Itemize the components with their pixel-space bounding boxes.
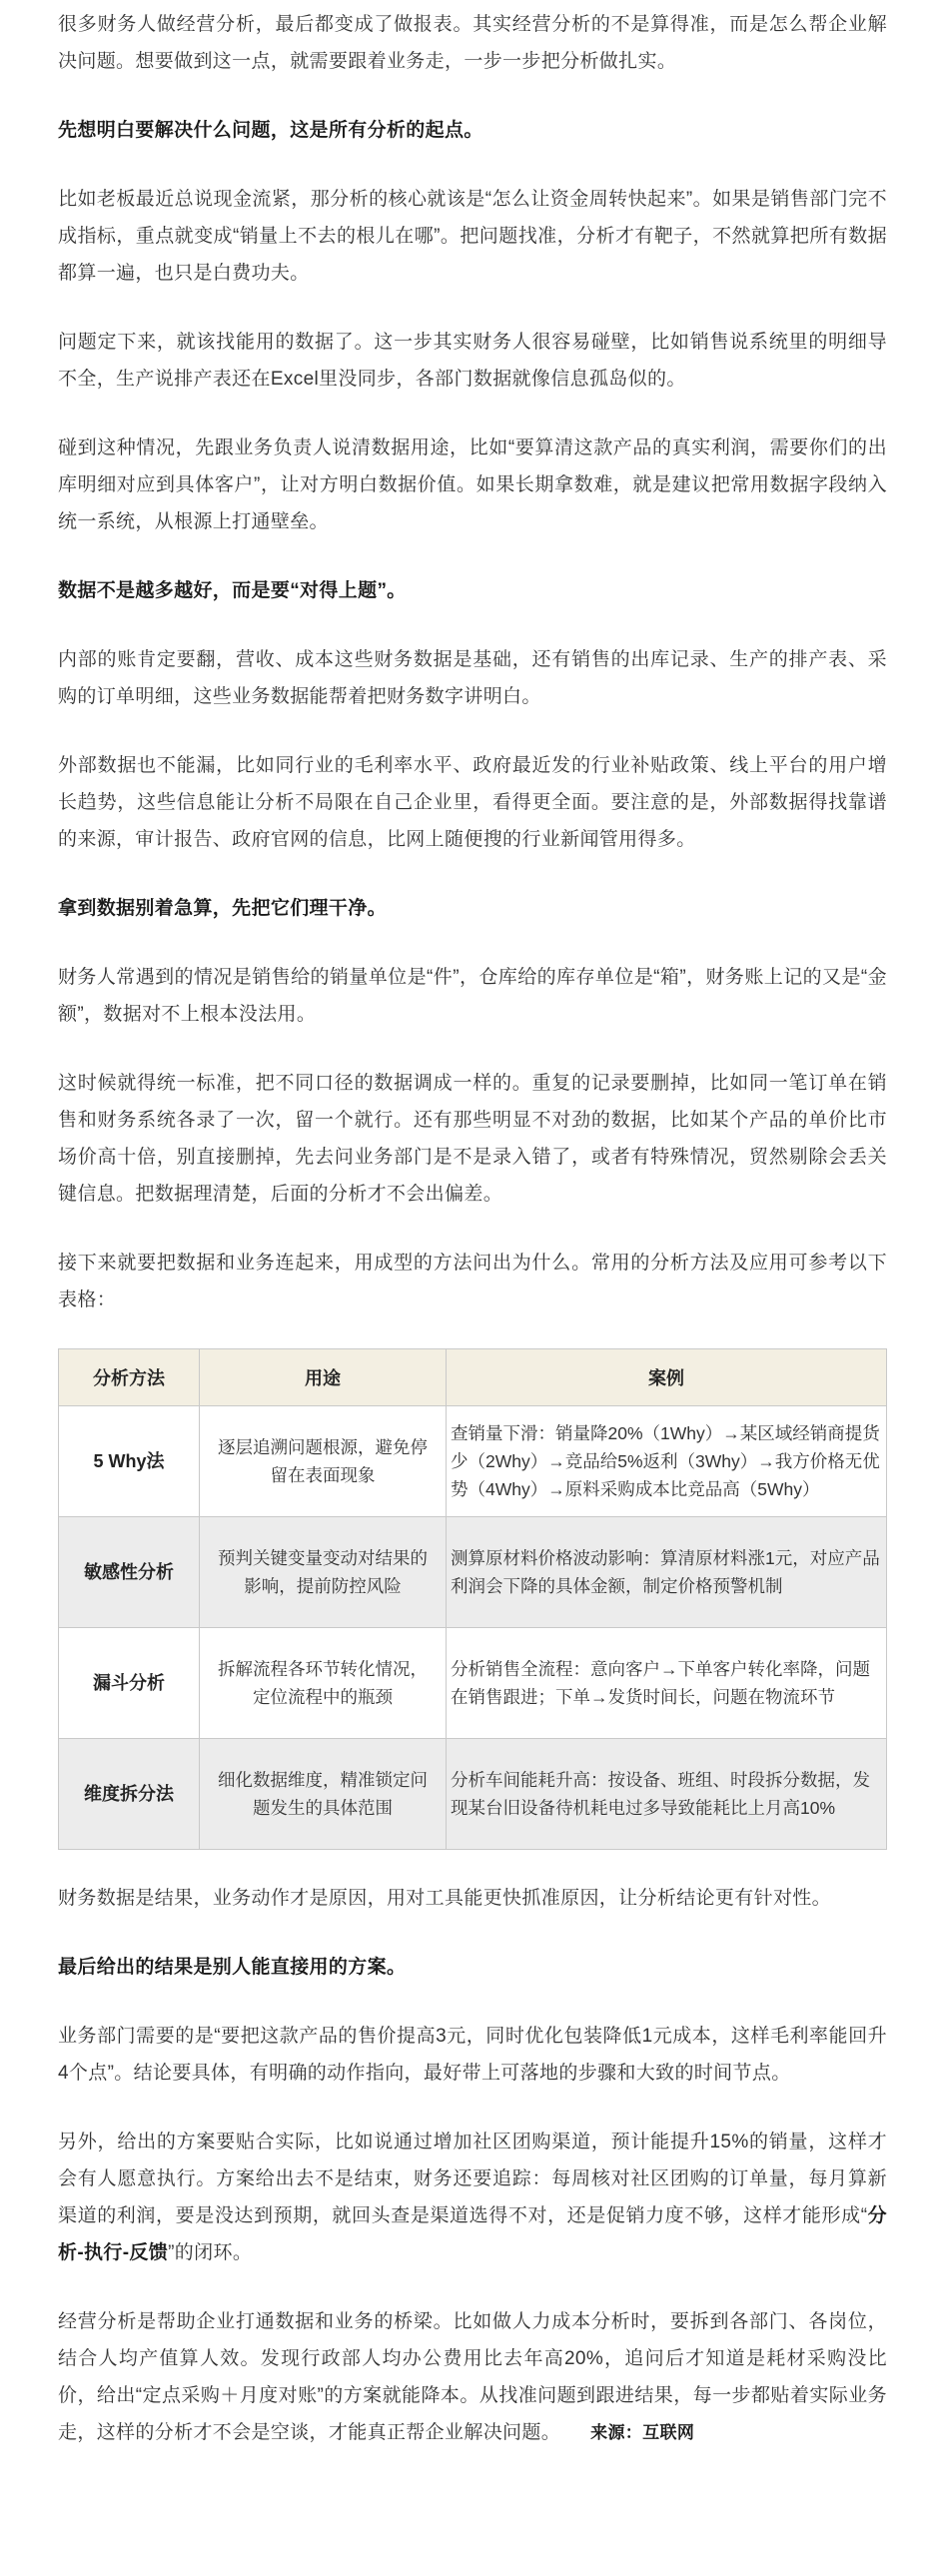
header-case: 案例 bbox=[447, 1349, 887, 1406]
method-use: 逐层追溯问题根源，避免停留在表面现象 bbox=[200, 1406, 447, 1517]
feedback-loop-bold: 分析-执行-反馈 bbox=[58, 2205, 887, 2263]
header-use: 用途 bbox=[200, 1349, 447, 1406]
paragraph-internal-data: 内部的账肯定要翻，营收、成本这些财务数据是基础，还有销售的出库记录、生产的排产表、采购的订单明细，这些业务数据能帮着把财务数字讲明白。 bbox=[58, 649, 887, 707]
method-name: 漏斗分析 bbox=[59, 1628, 200, 1739]
method-use: 预判关键变量变动对结果的影响，提前防控风险 bbox=[200, 1517, 447, 1628]
table-row bbox=[59, 1406, 887, 1517]
feedback-text-end: ”的闭环。 bbox=[168, 2242, 253, 2263]
table-row bbox=[59, 1517, 887, 1628]
paragraph-data-is-result: 财务数据是结果，业务动作才是原因，用对工具能更快抓准原因，让分析结论更有针对性。 bbox=[58, 1888, 832, 1909]
paragraph-specific-conclusion: 业务部门需要的是“要把这款产品的售价提高3元，同时优化包装降低1元成本，这样毛利率能回升4个点”。结论要具体，有明确的动作指向，最好带上可落地的步骤和大致的时间节点。 bbox=[58, 2026, 887, 2084]
paragraph-methods-intro: 接下来就要把数据和业务连起来，用成型的方法问出为什么。常用的分析方法及应用可参考以下表格： bbox=[58, 1253, 887, 1310]
header-method: 分析方法 bbox=[59, 1349, 200, 1406]
paragraph-data-access: 碰到这种情况，先跟业务负责人说清数据用途，比如“要算清这款产品的真实利润，需要你们的出库明细对应到具体客户”，让对方明白数据价值。如果长期拿数难，就是建议把常用数据字段纳入统一系统，从根源上打通壁垒。 bbox=[58, 437, 887, 532]
heading-define-problem: 先想明白要解决什么问题，这是所有分析的起点。 bbox=[58, 120, 483, 141]
paragraph-intro: 很多财务人做经营分析，最后都变成了做报表。其实经营分析的不是算得准，而是怎么帮企业解决问题。想要做到这一点，就需要跟着业务走，一步一步把分析做扎实。 bbox=[58, 14, 887, 72]
heading-clean-data: 拿到数据别着急算，先把它们理干净。 bbox=[58, 898, 387, 919]
heading-actionable-plan: 最后给出的结果是别人能直接用的方案。 bbox=[58, 1957, 407, 1978]
method-name: 5 Why法 bbox=[59, 1406, 200, 1517]
table-row bbox=[59, 1628, 887, 1739]
paragraph-standardize: 这时候就得统一标准，把不同口径的数据调成一样的。重复的记录要删掉，比如同一笔订单在销售和财务系统各录了一次，留一个就行。还有那些明显不对劲的数据，比如某个产品的单价比市场价高十倍，别直接删掉，先去问业务部门是不是录入错了，或者有特殊情况，贸然剔除会丢关键信息。把数据理清楚，后面的分析才不会出偏差。 bbox=[58, 1073, 887, 1205]
paragraph-find-data: 问题定下来，就该找能用的数据了。这一步其实财务人很容易碰壁，比如销售说系统里的明细导不全，生产说排产表还在Excel里没同步，各部门数据就像信息孤岛似的。 bbox=[58, 332, 887, 390]
paragraph-unit-mismatch: 财务人常遇到的情况是销售给的销量单位是“件”，仓库给的库存单位是“箱”，财务账上记的又是“金额”，数据对不上根本没法用。 bbox=[58, 967, 887, 1025]
table-header-row bbox=[59, 1349, 887, 1406]
method-use: 细化数据维度，精准锁定问题发生的具体范围 bbox=[200, 1739, 447, 1850]
table-row bbox=[59, 1739, 887, 1850]
paragraph-cashflow-example: 比如老板最近总说现金流紧，那分析的核心就该是“怎么让资金周转快起来”。如果是销售部门完不成指标，重点就变成“销量上不去的根儿在哪”。把问题找准，分析才有靶子，不然就算把所有数据都算一遍，也只是白费功夫。 bbox=[58, 189, 887, 284]
paragraph-conclusion bbox=[58, 2303, 887, 2451]
conclusion-text: 经营分析是帮助企业打通数据和业务的桥梁。比如做人力成本分析时，要拆到各部门、各岗位，结合人均产值算人效。发现行政部人均办公费用比去年高20%，追问后才知道是耗材采购没比价，给出“定点采购＋月度对账”的方案就能降本。从找准问题到跟进结果，每一步都贴着实际业务走，这样的分析才不会是空谈，才能真正帮企业解决问题。 bbox=[58, 2311, 887, 2443]
heading-relevant-data: 数据不是越多越好，而是要“对得上题”。 bbox=[58, 580, 407, 601]
method-case: 测算原材料价格波动影响：算清原材料涨1元，对应产品利润会下降的具体金额，制定价格预警机制 bbox=[447, 1517, 887, 1628]
methods-table bbox=[58, 1348, 887, 1850]
method-use: 拆解流程各环节转化情况，定位流程中的瓶颈 bbox=[200, 1628, 447, 1739]
method-name: 敏感性分析 bbox=[59, 1517, 200, 1628]
method-case: 分析车间能耗升高：按设备、班组、时段拆分数据，发现某台旧设备待机耗电过多导致能耗比上月高10% bbox=[447, 1739, 887, 1850]
methods-table-wrapper bbox=[58, 1348, 887, 1850]
source-label: 来源：互联网 bbox=[590, 2423, 695, 2442]
method-case: 分析销售全流程：意向客户→下单客户转化率降，问题在销售跟进；下单→发货时间长，问题在物流环节 bbox=[447, 1628, 887, 1739]
paragraph-feedback-loop bbox=[58, 2124, 887, 2271]
method-case: 查销量下滑：销量降20%（1Why）→某区域经销商提货少（2Why）→竞品给5%返利（3Why）→我方价格无优势（4Why）→原料采购成本比竞品高（5Why） bbox=[447, 1406, 887, 1517]
method-name: 维度拆分法 bbox=[59, 1739, 200, 1850]
feedback-text-start: 另外，给出的方案要贴合实际，比如说通过增加社区团购渠道，预计能提升15%的销量，这样才会有人愿意执行。方案给出去不是结束，财务还要追踪：每周核对社区团购的订单量，每月算新渠道的利润，要是没达到预期，就回头查是渠道选得不对，还是促销力度不够，这样才能形成“ bbox=[58, 2132, 887, 2226]
paragraph-external-data: 外部数据也不能漏，比如同行业的毛利率水平、政府最近发的行业补贴政策、线上平台的用户增长趋势，这些信息能让分析不局限在自己企业里，看得更全面。要注意的是，外部数据得找靠谱的来源，审计报告、政府官网的信息，比网上随便搜的行业新闻管用得多。 bbox=[58, 755, 887, 850]
